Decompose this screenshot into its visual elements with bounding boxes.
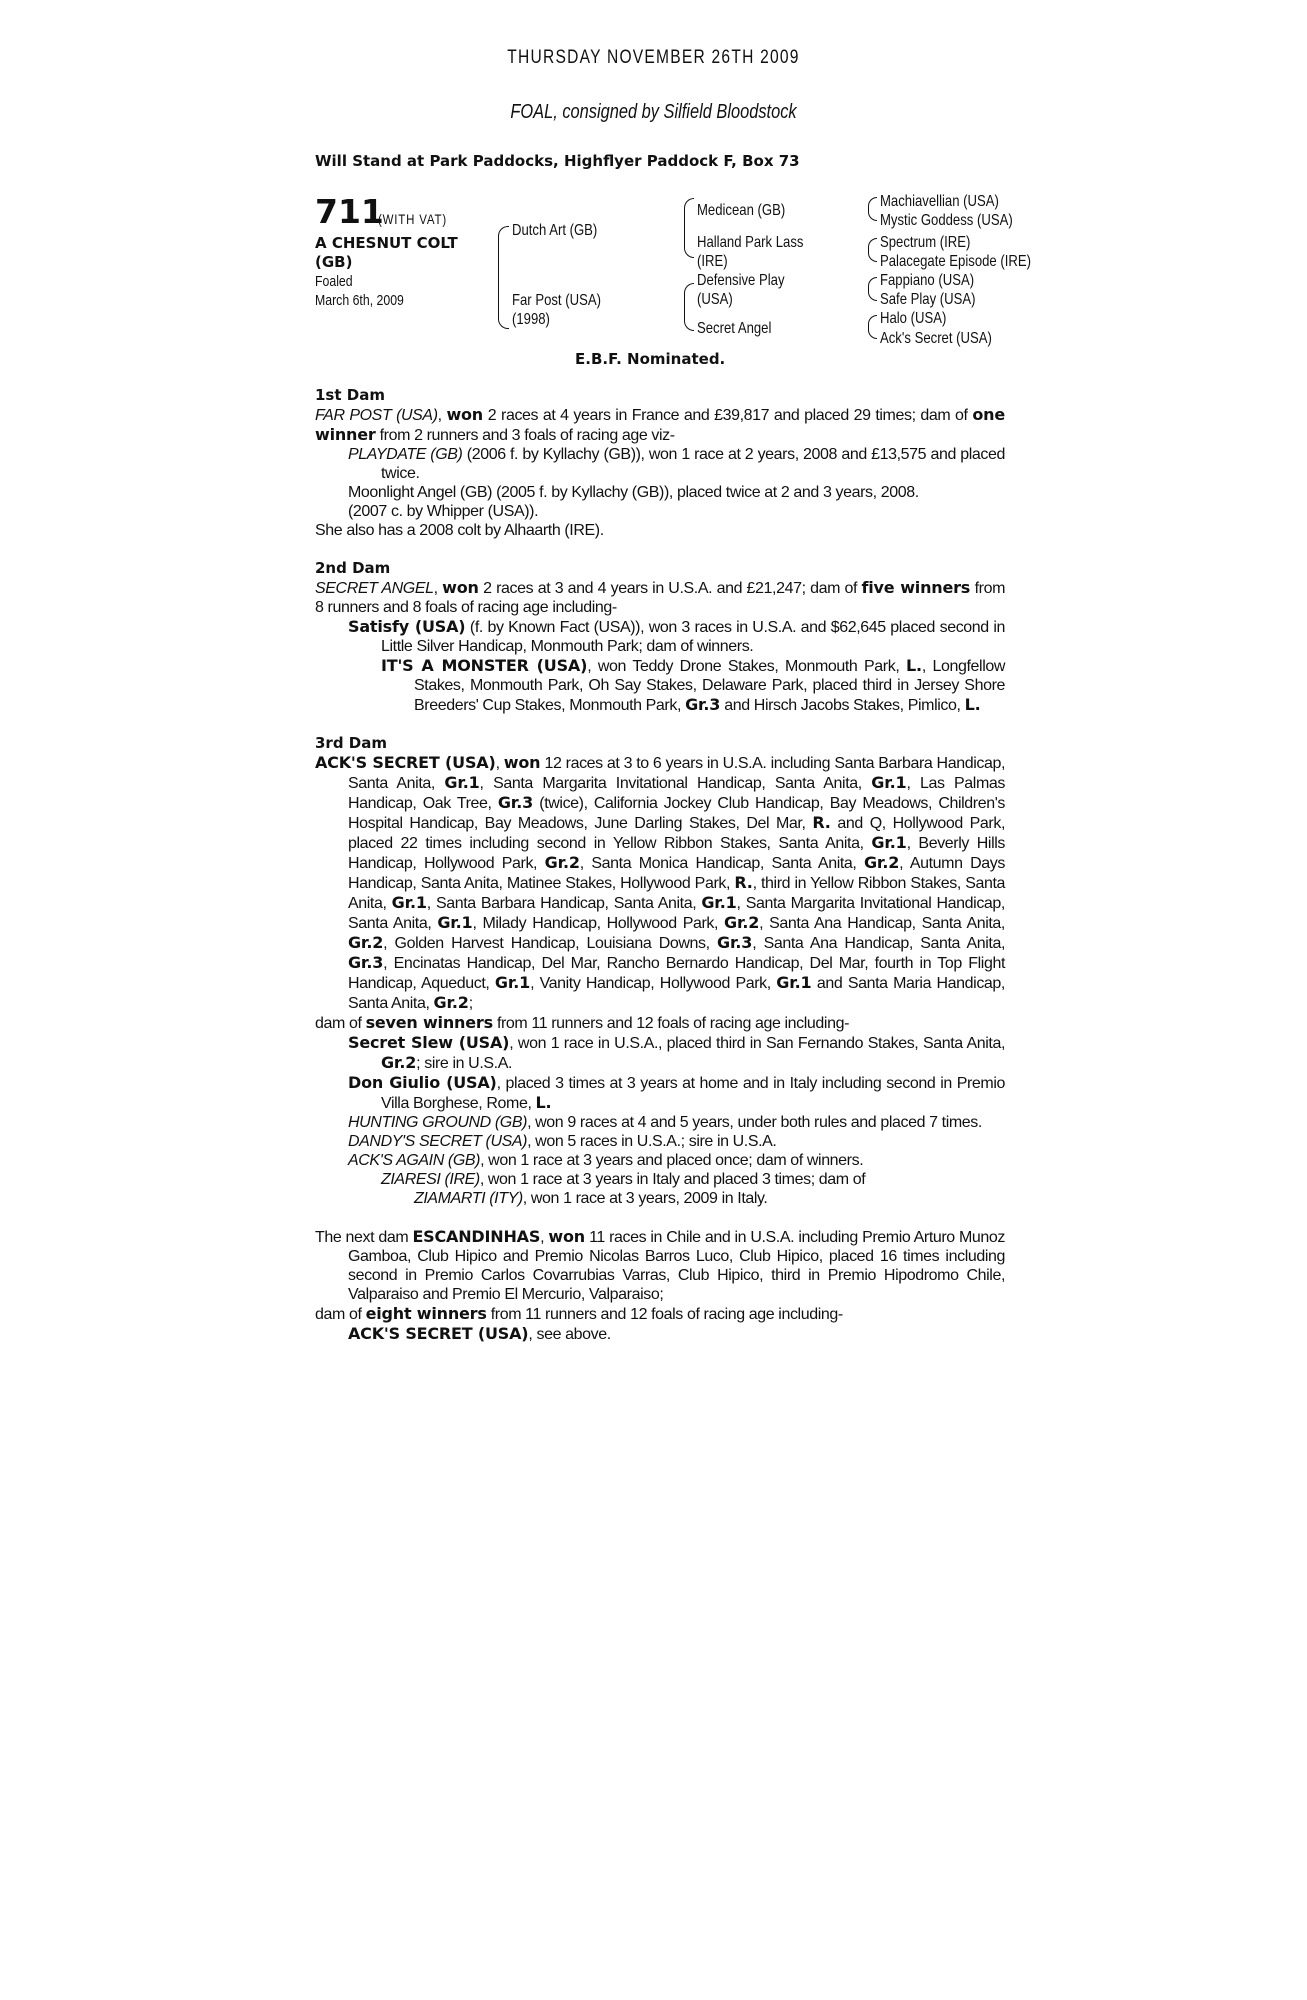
pedigree-dam-year: (1998) xyxy=(512,311,550,328)
pedigree-brace-main-top xyxy=(498,226,509,289)
pedigree-sire-dam: Halland Park Lass xyxy=(697,234,804,251)
first-dam-produce-4: She also has a 2008 colt by Alhaarth (IRE). xyxy=(315,522,604,539)
pedigree-g8: Ack's Secret (USA) xyxy=(880,330,992,347)
pedigree-brace-sire-bottom xyxy=(684,223,694,258)
third-dam-produce-2: Don Giulio (USA), placed 3 times at 3 years at home and in Italy including second in Premio Villa Borghese, Rome, L. xyxy=(348,1073,1005,1112)
third-dam-summary: dam of seven winners from 11 runners and 12 foals of racing age including- xyxy=(315,1013,850,1032)
third-dam-section xyxy=(315,734,1005,1208)
next-dam-summary: dam of eight winners from 11 runners and 12 foals of racing age including- xyxy=(315,1304,843,1323)
pedigree-g2: Mystic Goddess (USA) xyxy=(880,212,1013,229)
pedigree-dam-sire-origin: (USA) xyxy=(697,291,733,308)
second-dam-produce-1-foal: IT'S A MONSTER (USA), won Teddy Drone Stakes, Monmouth Park, L., Longfellow Stakes, Monmouth Park, Oh Say Stakes, Delaware Park, placed third in Jersey Shore Breeders' Cup Stakes, Monmouth Park, Gr.3 and Hirsch Jacobs Stakes, Pimlico, L. xyxy=(381,656,1006,714)
third-dam-produce-4: DANDY'S SECRET (USA), won 5 races in U.S.A.; sire in U.S.A. xyxy=(348,1133,777,1150)
consignment-line: FOAL, consigned by Silfield Bloodstock xyxy=(510,101,797,123)
produce-record xyxy=(315,386,1005,1344)
vat-note: (WITH VAT) xyxy=(378,211,447,227)
first-dam-produce-3: (2007 c. by Whipper (USA)). xyxy=(348,503,539,520)
pedigree-g5: Fappiano (USA) xyxy=(880,272,975,289)
pedigree-g7: Halo (USA) xyxy=(880,310,947,327)
next-dam-section xyxy=(315,1227,1005,1344)
third-dam-record: ACK'S SECRET (USA), won 12 races at 3 to 6 years in U.S.A. including Santa Barbara Handicap, Santa Anita, Gr.1, Santa Margarita Invitational Handicap, Santa Anita, Gr.1, Las Palmas Handicap, Oak Tree, Gr.3 (twice), California Jockey Club Handicap, Bay Meadows, Children's Hospital Handicap, Bay Meadows, June Darling Stakes, Del Mar, R. and Q, Hollywood Park, placed 22 times including second in Yellow Ribbon Stakes, Santa Anita, Gr.1, Beverly Hills Handicap, Hollywood Park, Gr.2, Santa Monica Handicap, Santa Anita, Gr.2, Autumn Days Handicap, Santa Anita, Matinee Stakes, Hollywood Park, R., third in Yellow Ribbon Stakes, Santa Anita, Gr.1, Santa Barbara Handicap, Santa Anita, Gr.1, Santa Margarita Invitational Handicap, Santa Anita, Gr.1, Milady Handicap, Hollywood Park, Gr.2, Santa Ana Handicap, Santa Anita, Gr.2, Golden Harvest Handicap, Louisiana Downs, Gr.3, Santa Ana Handicap, Santa Anita, Gr.3, Encinatas Handicap, Del Mar, Rancho Bernardo Handicap, Del Mar, fourth in Top Flight Handicap, Aqueduct, Gr.1, Vanity Handicap, Hollywood Park, Gr.1 and Santa Maria Handicap, Santa Anita, Gr.2; xyxy=(315,753,1006,1012)
foaled-date: March 6th, 2009 xyxy=(315,292,404,309)
pedigree-g1: Machiavellian (USA) xyxy=(880,193,999,210)
ebf-nomination: E.B.F. Nominated. xyxy=(575,350,726,368)
stand-location: Will Stand at Park Paddocks, Highflyer Paddock F, Box 73 xyxy=(315,152,800,170)
third-dam-produce-5: ACK'S AGAIN (GB), won 1 race at 3 years and placed once; dam of winners. xyxy=(348,1152,864,1169)
pedigree-brace-main-bottom xyxy=(498,288,509,329)
third-dam-produce-3: HUNTING GROUND (GB), won 9 races at 4 and 5 years, under both rules and placed 7 times. xyxy=(348,1114,982,1131)
second-dam-record: SECRET ANGEL, won 2 races at 3 and 4 years in U.S.A. and £21,247; dam of five winners from 8 runners and 8 foals of racing age including- xyxy=(315,578,1006,616)
foaled-label: Foaled xyxy=(315,273,353,290)
second-dam-section xyxy=(315,559,1005,715)
pedigree-g4: Palacegate Episode (IRE) xyxy=(880,253,1031,270)
first-dam-produce-2: Moonlight Angel (GB) (2005 f. by Kyllachy (GB)), placed twice at 2 and 3 years, 2008. xyxy=(348,484,919,501)
pedigree-g3: Spectrum (IRE) xyxy=(880,234,971,251)
pedigree-brace-g2-bottom xyxy=(868,250,877,262)
pedigree-brace-dam-top xyxy=(684,283,694,304)
pedigree-sire: Dutch Art (GB) xyxy=(512,222,598,239)
pedigree-sire-sire: Medicean (GB) xyxy=(697,202,786,219)
third-dam-produce-5-foal: ZIARESI (IRE), won 1 race at 3 years in Italy and placed 3 times; dam of xyxy=(381,1171,866,1188)
pedigree-dam-dam: Secret Angel xyxy=(697,320,772,337)
pedigree-brace-dam-bottom xyxy=(684,303,694,331)
second-dam-produce-1: Satisfy (USA) (f. by Known Fact (USA)), won 3 races in U.S.A. and $62,645 placed second in Little Silver Handicap, Monmouth Park; dam of winners. xyxy=(348,617,1005,655)
next-dam-record: The next dam ESCANDINHAS, won 11 races in Chile and in U.S.A. including Premio Arturo Munoz Gamboa, Club Hipico and Premio Nicolas Barros Luco, Club Hipico, placed 16 times including second in Premio Carlos Covarrubias Varras, Club Hipico, third in Premio Hipodromo Chile, Valparaiso and Premio El Mercurio, Valparaiso; xyxy=(315,1227,1005,1303)
pedigree-dam-sire: Defensive Play xyxy=(697,272,785,289)
pedigree-brace-g4-bottom xyxy=(868,327,877,339)
third-dam-produce-1: Secret Slew (USA), won 1 race in U.S.A., placed third in San Fernando Stakes, Santa Anita, Gr.2; sire in U.S.A. xyxy=(348,1033,1005,1072)
first-dam-produce-1: PLAYDATE (GB) (2006 f. by Kyllachy (GB)), won 1 race at 2 years, 2008 and £13,575 and placed twice. xyxy=(348,446,1005,482)
pedigree-brace-g1-bottom xyxy=(868,209,877,221)
pedigree-brace-g3-bottom xyxy=(868,289,877,301)
sale-date: THURSDAY NOVEMBER 26TH 2009 xyxy=(507,47,800,68)
second-dam-heading: 2nd Dam xyxy=(315,559,391,577)
third-dam-heading: 3rd Dam xyxy=(315,734,387,752)
pedigree-brace-sire-top xyxy=(684,198,694,224)
pedigree-sire-dam-origin: (IRE) xyxy=(697,253,728,270)
third-dam-produce-5-grandfoal: ZIAMARTI (ITY), won 1 race at 3 years, 2009 in Italy. xyxy=(414,1190,768,1207)
lot-description-origin: (GB) xyxy=(315,253,353,271)
first-dam-heading: 1st Dam xyxy=(315,386,385,404)
pedigree-g6: Safe Play (USA) xyxy=(880,291,976,308)
pedigree-dam: Far Post (USA) xyxy=(512,292,601,309)
lot-description: A CHESNUT COLT xyxy=(315,234,458,252)
lot-number: 711 xyxy=(315,192,384,231)
first-dam-record: FAR POST (USA), won 2 races at 4 years in France and £39,817 and placed 29 times; dam of one winner from 2 runners and 3 foals of racing age viz- xyxy=(315,405,1005,444)
next-dam-produce-1: ACK'S SECRET (USA), see above. xyxy=(348,1324,611,1343)
first-dam-section xyxy=(315,386,1005,540)
